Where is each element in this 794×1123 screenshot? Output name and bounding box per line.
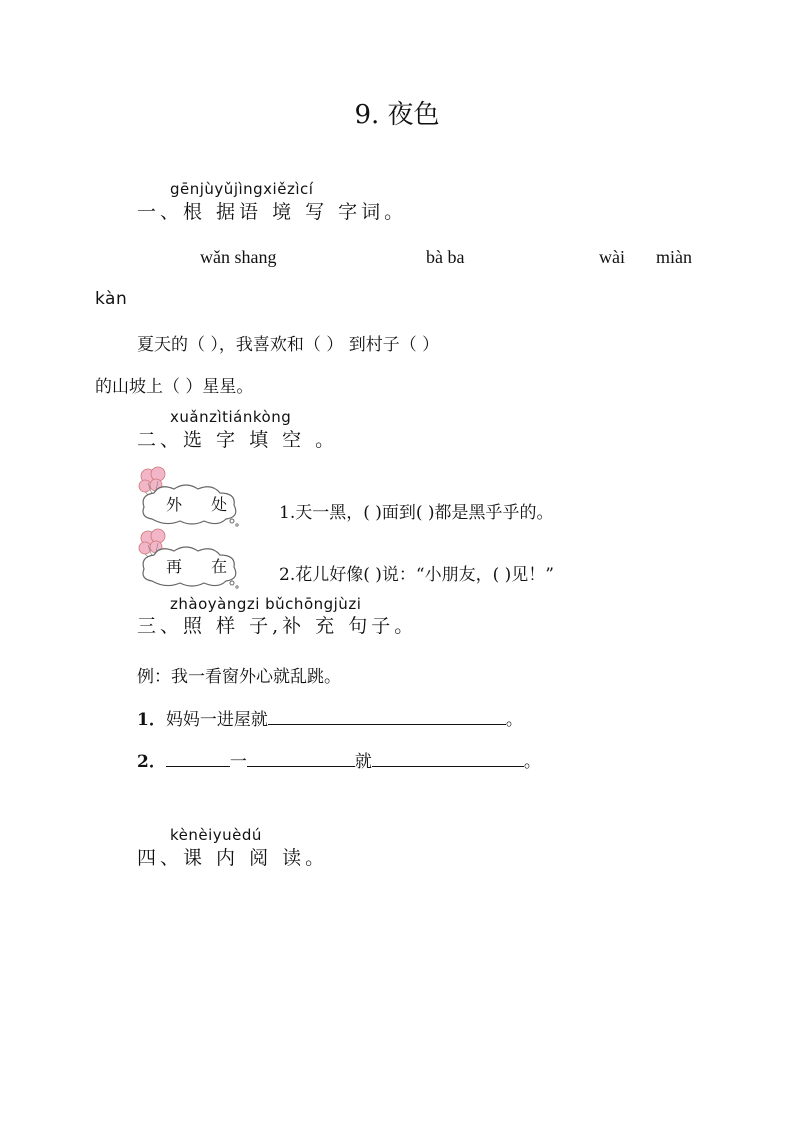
cloud1-label: 外 处 bbox=[166, 495, 240, 514]
item2-jiu: 就 bbox=[354, 752, 372, 772]
section2-q1: 1.天一黑，( )面到( )都是黑乎乎的。 bbox=[279, 503, 554, 523]
item1-end: 。 bbox=[505, 710, 523, 730]
pinyin-kan: kàn bbox=[95, 289, 128, 309]
item2-blank-1[interactable] bbox=[166, 748, 230, 767]
pinyin-wai: wài bbox=[599, 247, 625, 267]
page-title: 9. 夜色 bbox=[354, 100, 440, 130]
item1-number: 1． bbox=[137, 710, 166, 730]
section1-pinyin: gēnjùyǔjìngxiězìcí bbox=[170, 180, 314, 198]
item2-end: 。 bbox=[523, 752, 541, 772]
section1-heading: 一、根 据语 境 写 字词。 bbox=[137, 201, 408, 223]
pinyin-mian: miàn bbox=[656, 247, 692, 267]
section3-item1 bbox=[137, 705, 523, 730]
section3-example: 例：我一看窗外心就乱跳。 bbox=[137, 667, 341, 687]
section3-pinyin: zhàoyàngzi bǔchōngjùzi bbox=[170, 595, 362, 613]
section3-item2 bbox=[137, 747, 541, 772]
pinyin-baba: bà ba bbox=[426, 247, 465, 267]
item1-text: 妈妈一进屋就 bbox=[165, 710, 268, 730]
item2-yi: 一 bbox=[229, 752, 247, 772]
section2-pinyin: xuǎnzìtiánkòng bbox=[170, 408, 292, 426]
pinyin-wanshang: wǎn shang bbox=[200, 247, 277, 267]
section4-heading: 四、课 内 阅 读。 bbox=[137, 847, 329, 869]
item2-blank-2[interactable] bbox=[247, 748, 355, 767]
cloud2-label: 再 在 bbox=[166, 557, 240, 576]
section1-line2: 的山坡上（ ）星星。 bbox=[95, 377, 254, 397]
item2-blank-3[interactable] bbox=[372, 748, 524, 767]
section2-heading: 二、选 字 填 空 。 bbox=[137, 429, 339, 451]
section4-pinyin: kènèiyuèdú bbox=[170, 826, 262, 844]
section3-heading: 三、照 样 子,补 充 句子。 bbox=[137, 615, 418, 637]
section1-line1: 夏天的（ ），我喜欢和（ ） 到村子（ ） bbox=[137, 335, 440, 355]
item2-number: 2． bbox=[137, 752, 166, 772]
item1-blank[interactable] bbox=[268, 706, 506, 725]
section2-q2: 2.花儿好像( )说：“小朋友，( )见！” bbox=[279, 565, 554, 585]
